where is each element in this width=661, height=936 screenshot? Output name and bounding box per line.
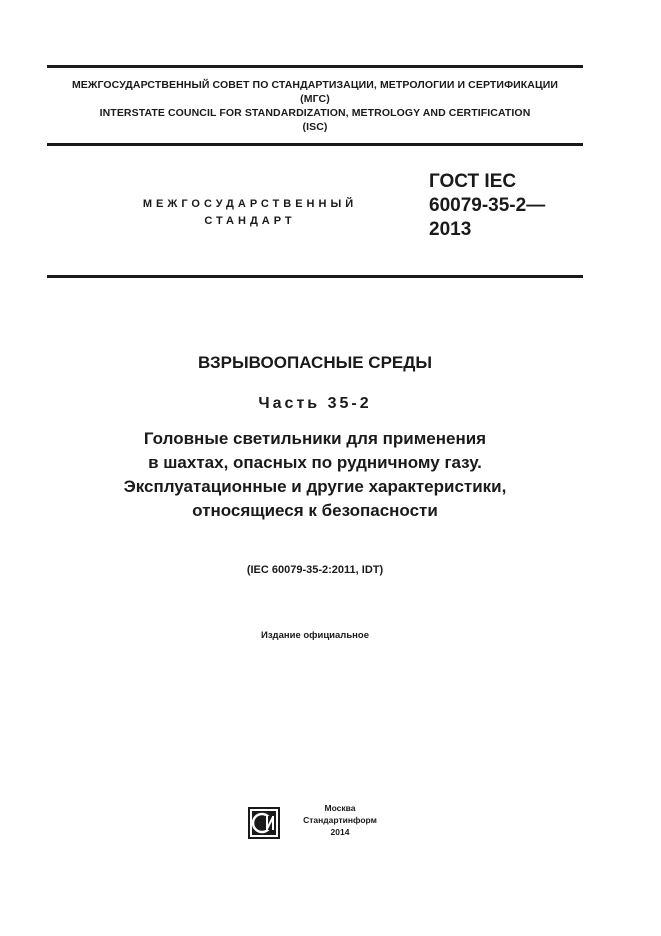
document-title: ВЗРЫВООПАСНЫЕ СРЕДЫ xyxy=(197,353,433,372)
subtitle-line: относящиеся к безопасности xyxy=(192,501,438,520)
subtitle-line: в шахтах, опасных по рудничному газу. xyxy=(148,453,482,472)
document-part: Часть 35-2 xyxy=(258,395,372,412)
standard-type xyxy=(100,196,400,230)
code-divider xyxy=(47,275,583,278)
edition-note: Издание официальное xyxy=(261,630,369,641)
iec-reference: (IEC 60079-35-2:2011, IDT) xyxy=(246,564,384,576)
top-rule xyxy=(47,65,583,68)
publisher-name: Стандартинформ xyxy=(303,815,377,825)
subtitle-line: Головные светильники для применения xyxy=(143,429,487,448)
publisher-info xyxy=(290,802,390,838)
standard-code xyxy=(429,170,545,242)
standard-type-line2: СТАНДАРТ xyxy=(204,215,296,227)
council-header xyxy=(47,78,583,134)
publisher-year: 2014 xyxy=(330,827,350,837)
document-subtitle xyxy=(47,427,583,523)
standard-code-line3: 2013 xyxy=(429,219,472,240)
council-abbr-en: (ISC) xyxy=(302,121,328,133)
council-abbr-ru: (МГС) xyxy=(300,93,330,105)
council-name-ru: МЕЖГОСУДАРСТВЕННЫЙ СОВЕТ ПО СТАНДАРТИЗАЦИИ, МЕТРОЛОГИИ И СЕРТИФИКАЦИИ xyxy=(71,79,559,91)
standard-code-line2: 60079-35-2— xyxy=(429,195,546,216)
header-divider xyxy=(47,143,583,146)
publisher-city: Москва xyxy=(324,803,356,813)
subtitle-line: Эксплуатационные и другие характеристики, xyxy=(123,477,507,496)
council-name-en: INTERSTATE COUNCIL FOR STANDARDIZATION, METROLOGY AND CERTIFICATION xyxy=(99,107,531,119)
standard-type-line1: МЕЖГОСУДАРСТВЕННЫЙ xyxy=(142,198,358,210)
standartinform-logo-icon xyxy=(248,807,280,839)
standard-code-line1: ГОСТ IEC xyxy=(429,171,517,192)
